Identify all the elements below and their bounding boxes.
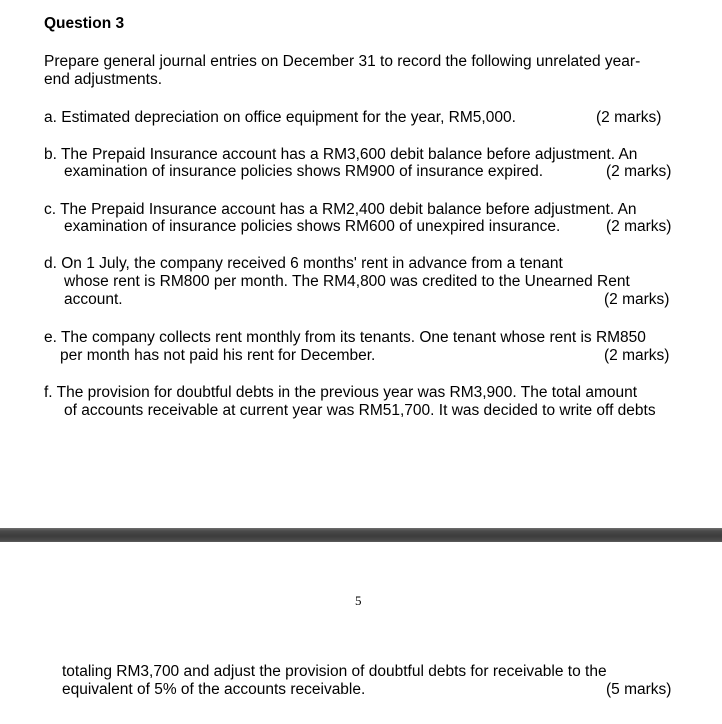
item-b-line-2: examination of insurance policies shows RM900 of insurance expired. [64, 163, 544, 180]
item-f-continued-line-1: totaling RM3,700 and adjust the provision of doubtful debts for receivable to the [62, 663, 607, 680]
question-heading: Question 3 [44, 15, 125, 32]
item-e-line-2: per month has not paid his rent for December. [60, 347, 376, 364]
item-c-line-2: examination of insurance policies shows RM600 of unexpired insurance. [64, 218, 561, 235]
item-c-line-1: c. The Prepaid Insurance account has a RM2,400 debit balance before adjustment. An [44, 201, 637, 218]
item-d-line-1: d. On 1 July, the company received 6 months' rent in advance from a tenant [44, 255, 563, 272]
item-c-marks: (2 marks) [606, 218, 672, 235]
item-d-line-3: account. [64, 291, 123, 308]
item-a-marks: (2 marks) [596, 109, 662, 126]
item-f-continued-line-2: equivalent of 5% of the accounts receivable. [62, 681, 366, 698]
item-a-line-1: a. Estimated depreciation on office equipment for the year, RM5,000. [44, 109, 516, 126]
item-f-line-2: of accounts receivable at current year was RM51,700. It was decided to write off debts [64, 402, 656, 419]
intro-line-2: end adjustments. [44, 71, 163, 88]
item-d-marks: (2 marks) [604, 291, 670, 308]
item-f-marks: (5 marks) [606, 681, 672, 698]
item-b-line-1: b. The Prepaid Insurance account has a RM3,600 debit balance before adjustment. An [44, 146, 638, 163]
item-b-marks: (2 marks) [606, 163, 672, 180]
intro-line-1: Prepare general journal entries on December 31 to record the following unrelated year- [44, 53, 641, 70]
item-e-marks: (2 marks) [604, 347, 670, 364]
item-f-line-1: f. The provision for doubtful debts in the previous year was RM3,900. The total amount [44, 384, 638, 401]
item-d-line-2: whose rent is RM800 per month. The RM4,800 was credited to the Unearned Rent [64, 273, 630, 290]
item-e-line-1: e. The company collects rent monthly from its tenants. One tenant whose rent is RM850 [44, 329, 646, 346]
page-number: 5 [355, 593, 362, 608]
